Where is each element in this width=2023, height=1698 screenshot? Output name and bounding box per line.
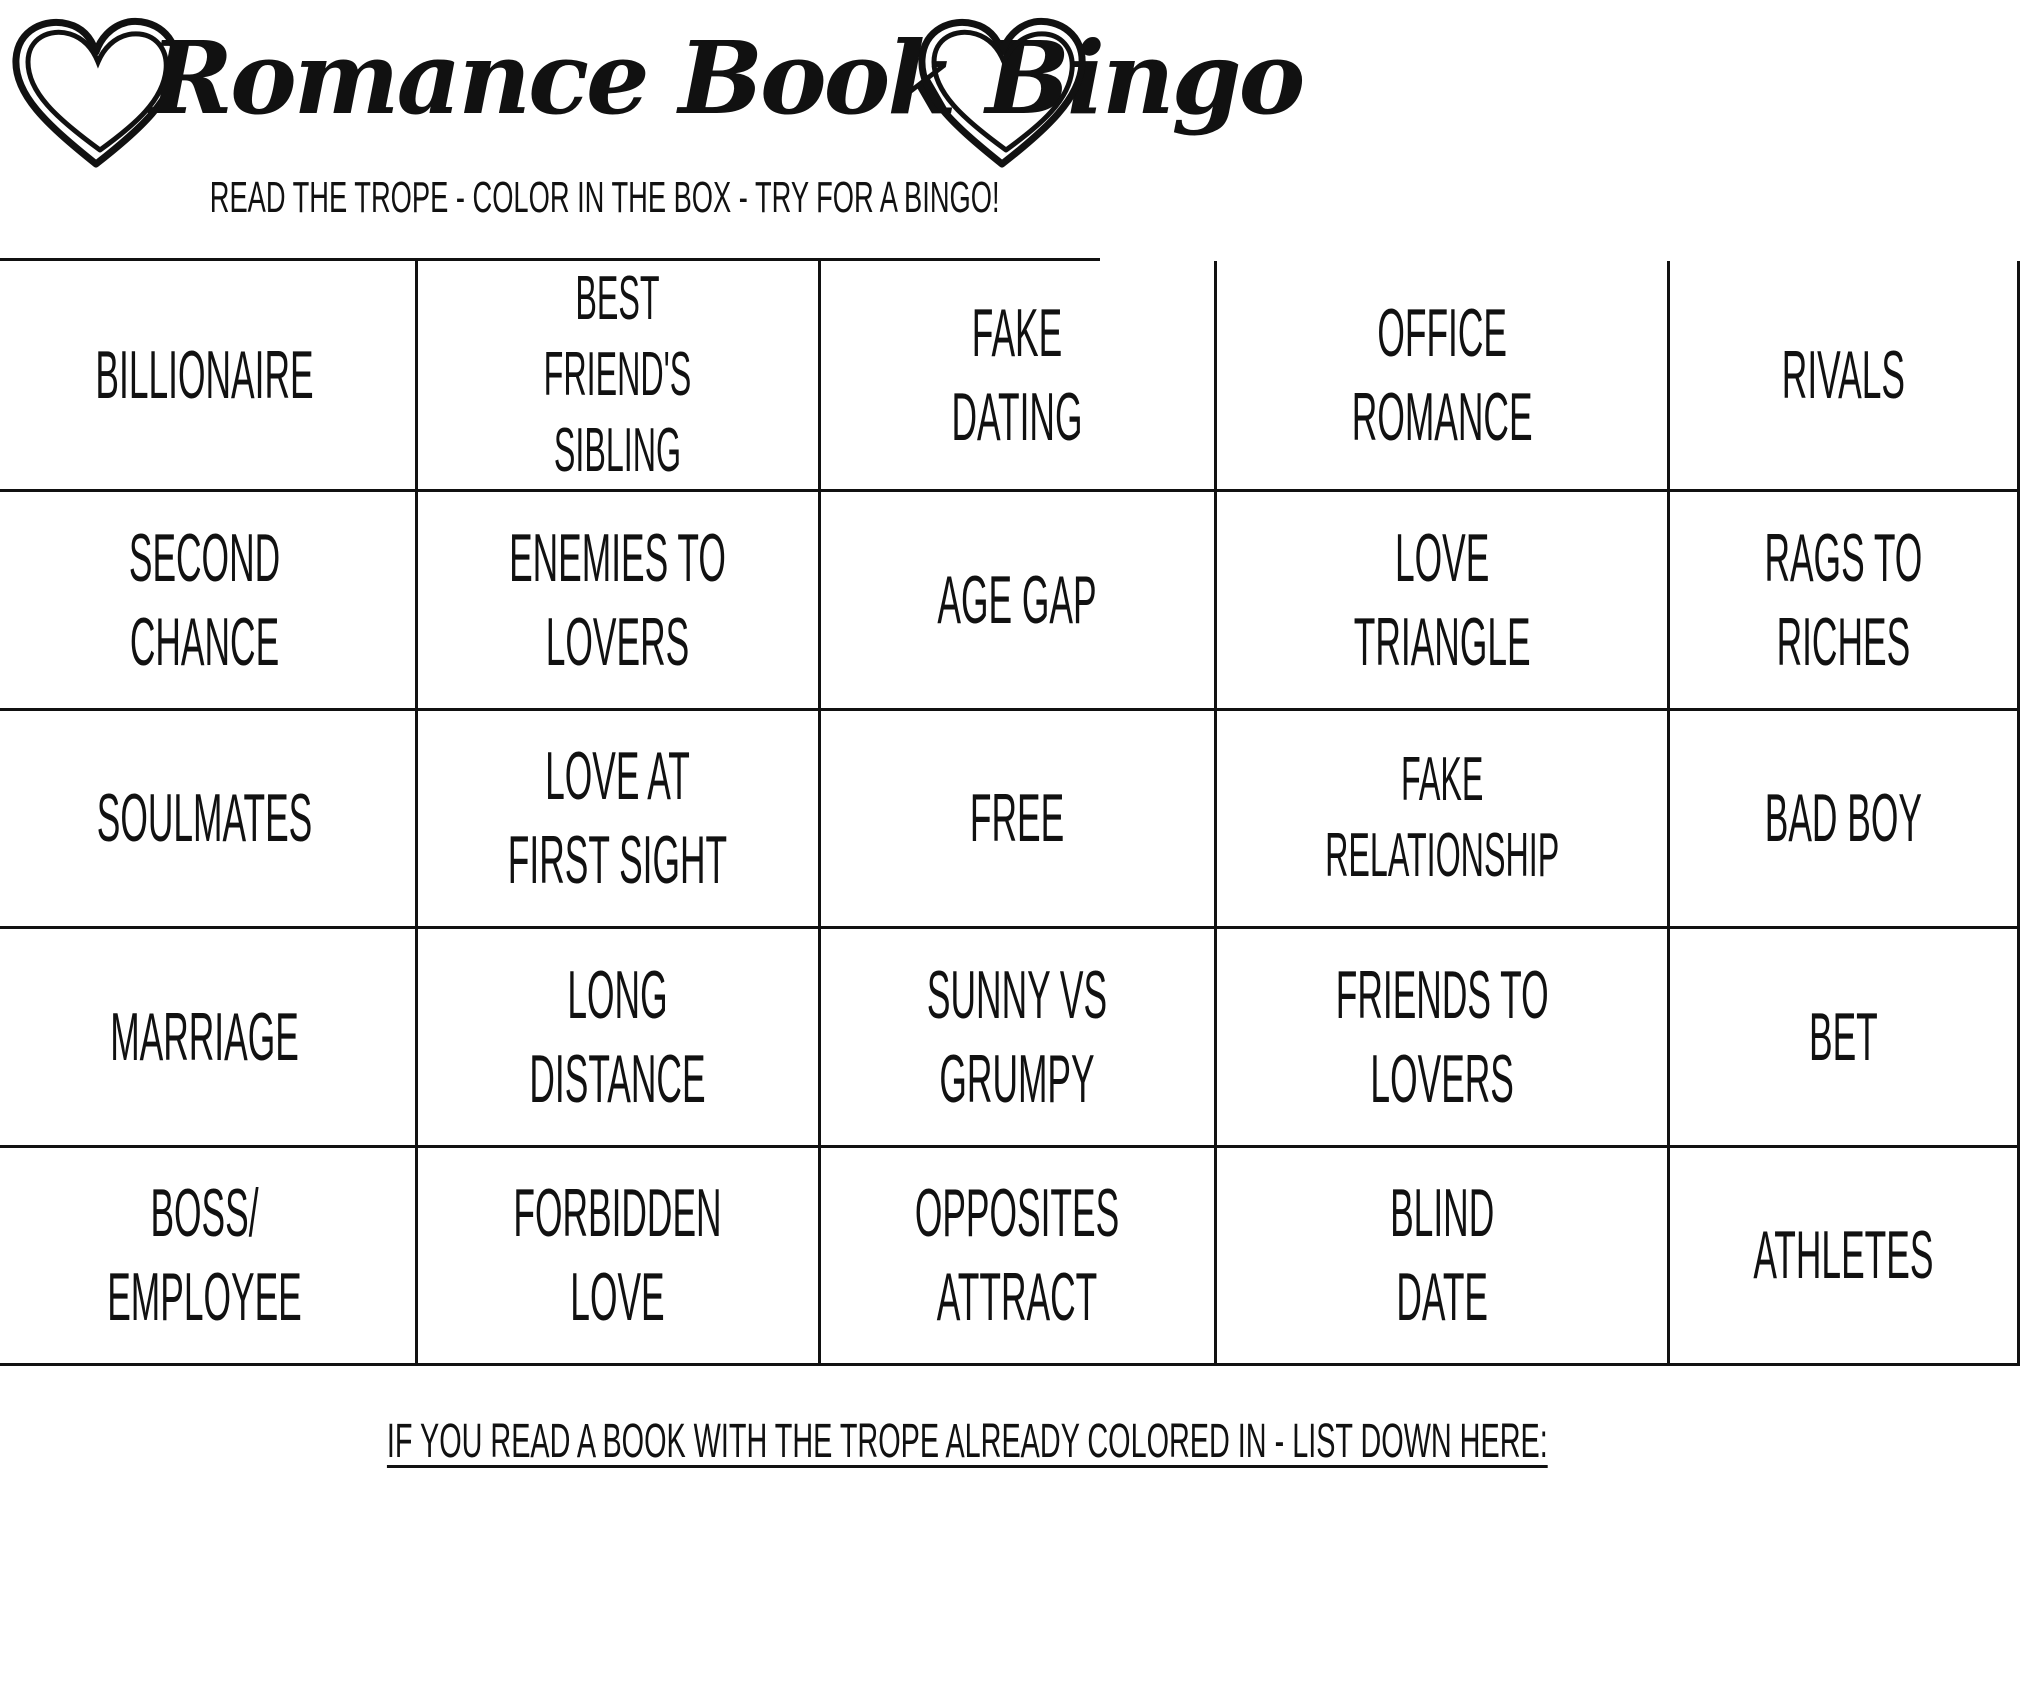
bingo-cell-free[interactable]	[821, 711, 1217, 930]
bingo-cell-label: AGE GAP	[937, 561, 1098, 638]
bingo-cell-label: FAKE RELATIONSHIP	[1325, 745, 1560, 891]
bingo-cell-label: BOSS/ EMPLOYEE	[107, 1175, 303, 1336]
bingo-cell-r5c1[interactable]	[0, 1148, 418, 1367]
bingo-cell-r1c2[interactable]	[418, 261, 821, 492]
bingo-cell-label: BILLIONAIRE	[95, 337, 314, 413]
bingo-cell-label: MARRIAGE	[110, 998, 300, 1075]
bingo-cell-r3c5[interactable]	[1670, 711, 2019, 930]
bingo-cell-r4c2[interactable]	[418, 929, 821, 1148]
bingo-cell-label: BLIND DATE	[1389, 1175, 1495, 1336]
bingo-cell-label: ENEMIES TO LOVERS	[509, 519, 727, 680]
bingo-cell-r4c1[interactable]	[0, 929, 418, 1148]
bingo-cell-label: RIVALS	[1781, 337, 1905, 413]
bingo-cell-label: SECOND CHANCE	[129, 519, 281, 680]
footer-instruction	[0, 1410, 1548, 1474]
bingo-cell-r5c5[interactable]	[1670, 1148, 2019, 1367]
bingo-cell-r1c4[interactable]	[1217, 261, 1670, 492]
bingo-cell-r2c3[interactable]	[821, 492, 1217, 711]
bingo-cell-label: FORBIDDEN LOVE	[513, 1175, 722, 1336]
bingo-cell-r5c2[interactable]	[418, 1148, 821, 1367]
heart-right-icon	[912, 14, 1092, 178]
bingo-cell-r2c4[interactable]	[1217, 492, 1670, 711]
bingo-cell-label: BAD BOY	[1764, 780, 1922, 857]
bingo-cell-label: FRIENDS TO LOVERS	[1335, 956, 1549, 1117]
bingo-cell-r3c4[interactable]	[1217, 711, 1670, 930]
bingo-cell-label: BEST FRIEND'S SIBLING	[543, 264, 692, 485]
bingo-cell-r2c2[interactable]	[418, 492, 821, 711]
bingo-cell-r4c4[interactable]	[1217, 929, 1670, 1148]
bingo-cell-label: LOVE TRIANGLE	[1353, 519, 1531, 680]
bingo-cell-label: SOULMATES	[97, 780, 313, 857]
bingo-cell-r1c3[interactable]	[821, 261, 1217, 492]
bingo-cell-label: ATHLETES	[1753, 1217, 1934, 1294]
bingo-cell-r3c1[interactable]	[0, 711, 418, 930]
bingo-cell-label: BET	[1808, 998, 1878, 1075]
bingo-cell-label: RAGS TO RICHES	[1764, 519, 1923, 680]
bingo-cell-r3c2[interactable]	[418, 711, 821, 930]
bingo-cell-label: OPPOSITES ATTRACT	[915, 1175, 1120, 1336]
bingo-cell-r1c1[interactable]	[0, 261, 418, 492]
bingo-cell-r1c5[interactable]	[1670, 261, 2019, 492]
bingo-cell-r2c5[interactable]	[1670, 492, 2019, 711]
book-list-write-area[interactable]	[24, 1500, 1080, 1680]
bingo-cell-label: OFFICE ROMANCE	[1351, 295, 1533, 455]
page-title: Romance Book Bingo	[150, 19, 1303, 137]
bingo-grid	[0, 258, 1934, 1366]
bingo-cell-label: SUNNY VS GRUMPY	[927, 956, 1108, 1117]
bingo-cell-r5c3[interactable]	[821, 1148, 1217, 1367]
bingo-cell-r4c3[interactable]	[821, 929, 1217, 1148]
bingo-cell-r4c5[interactable]	[1670, 929, 2019, 1148]
footer-instruction-text: IF YOU READ A BOOK WITH THE TROPE ALREADY COLORED IN - LIST DOWN HERE:	[386, 1415, 1548, 1468]
bingo-cell-label: FREE	[970, 780, 1065, 857]
bingo-cell-label: LOVE AT FIRST SIGHT	[508, 738, 728, 899]
instructions-subtitle: READ THE TROPE - COLOR IN THE BOX - TRY FOR A BINGO!	[209, 173, 1000, 222]
bingo-cell-label: FAKE DATING	[951, 295, 1083, 455]
bingo-cell-r2c1[interactable]	[0, 492, 418, 711]
bingo-cell-r5c4[interactable]	[1217, 1148, 1670, 1367]
bingo-cell-label: LONG DISTANCE	[529, 956, 706, 1117]
